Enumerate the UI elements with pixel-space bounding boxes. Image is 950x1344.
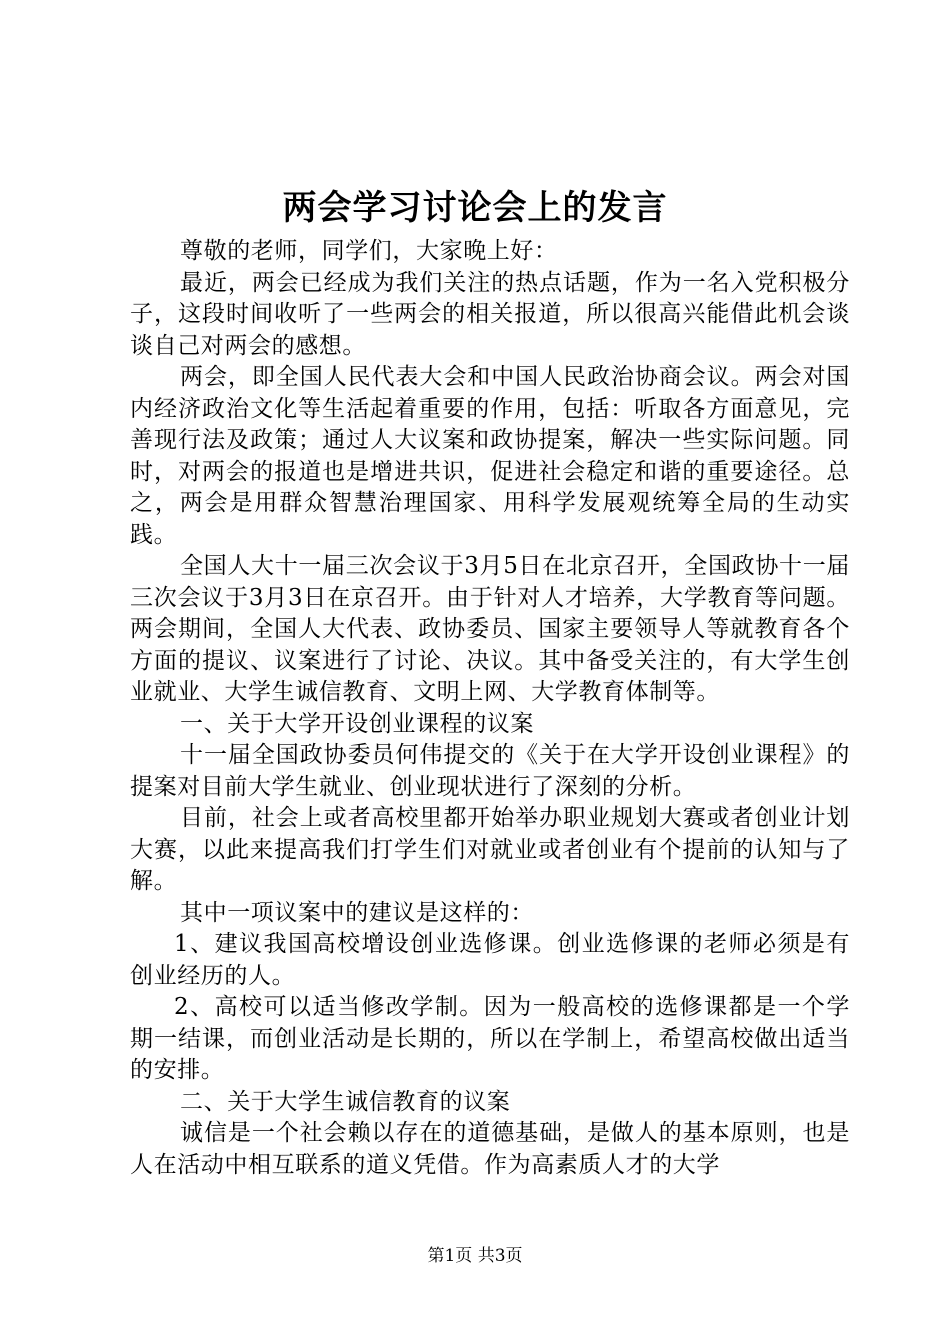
paragraph: 其中一项议案中的建议是这样的：	[180, 899, 534, 926]
page-footer: 第1页 共3页	[427, 1246, 523, 1266]
paragraph: 最近，两会已经成为我们关注的热点话题，作为一名入党积极分子，这段时间收听了一些两会的相关报道，所以很高兴能借此机会谈谈自己对两会的感想。	[130, 269, 850, 359]
paragraph: 两会，即全国人民代表大会和中国人民政治协商会议。两会对国内经济政治文化等生活起着重要的作用，包括：听取各方面意见，完善现行法及政策；通过人大议案和政协提案，解决一些实际问题。同时，对两会的报道也是增进共识，促进社会稳定和谐的重要途径。总之，两会是用群众智慧治理国家、用科学发展观统筹全局的生动实践。	[130, 364, 850, 548]
list-item: 2、高校可以适当修改学制。因为一般高校的选修课都是一个学期一结课，而创业活动是长期的，所以在学制上，希望高校做出适当的安排。	[130, 994, 850, 1083]
paragraph: 目前，社会上或者高校里都开始举办职业规划大赛或者创业计划大赛，以此来提高我们打学生们对就业或者创业有个提前的认知与了解。	[130, 805, 850, 894]
paragraph: 十一届全国政协委员何伟提交的《关于在大学开设创业课程》的提案对目前大学生就业、创业现状进行了深刻的分析。	[130, 742, 850, 800]
paragraph: 全国人大十一届三次会议于3月5日在北京召开，全国政协十一届三次会议于3月3日在京召开。由于针对人才培养，大学教育等问题。两会期间，全国人大代表、政协委员、国家主要领导人等就教育各个方面的提议、议案进行了讨论、决议。其中备受关注的，有大学生创业就业、大学生诚信教育、文明上网、大学教育体制等。	[130, 553, 850, 705]
paragraph: 诚信是一个社会赖以存在的道德基础，是做人的基本原则，也是人在活动中相互联系的道义凭借。作为高素质人才的大学	[130, 1120, 850, 1178]
section-heading: 一、关于大学开设创业课程的议案	[180, 710, 534, 737]
list-item: 1、建议我国高校增设创业选修课。创业选修课的老师必须是有创业经历的人。	[130, 931, 850, 989]
section-heading: 二、关于大学生诚信教育的议案	[180, 1088, 511, 1115]
document-title: 两会学习讨论会上的发言	[282, 188, 668, 228]
paragraph-greeting: 尊敬的老师，同学们，大家晚上好：	[180, 238, 558, 264]
document-body	[130, 236, 850, 1181]
